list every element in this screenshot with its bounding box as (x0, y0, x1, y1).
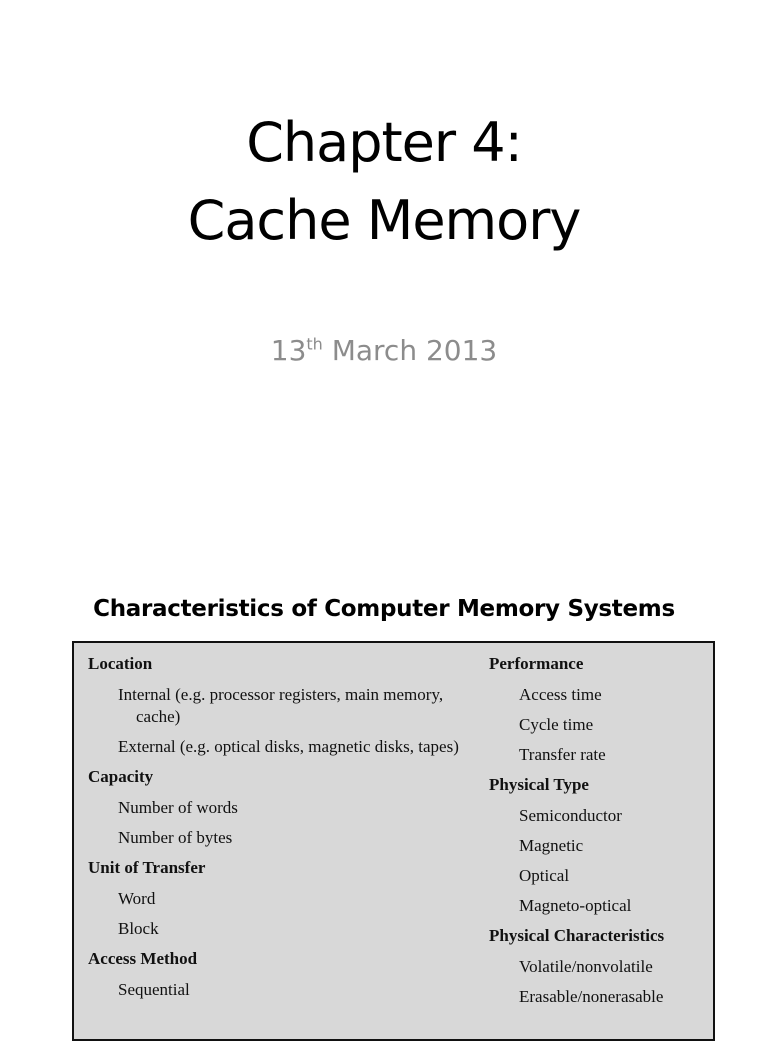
section-item: Number of bytes (118, 828, 233, 847)
section-item: Internal (e.g. processor registers, main memory, cache) (118, 685, 444, 726)
table-title: Characteristics of Computer Memory Systems (93, 596, 675, 622)
section-heading: Unit of Transfer (88, 858, 206, 877)
section-heading: Physical Characteristics (489, 926, 665, 945)
section-heading: Access Method (88, 949, 198, 968)
date-rest: March 2013 (322, 334, 498, 367)
section-item: Transfer rate (519, 745, 606, 764)
date-day: 13 (270, 334, 307, 367)
section-item: Cycle time (519, 715, 594, 734)
left-column (88, 653, 468, 1009)
section-item: Magneto-optical (519, 896, 632, 915)
section-item: Magnetic (519, 836, 584, 855)
section-item: Optical (519, 866, 570, 885)
section-item: External (e.g. optical disks, magnetic disks, tapes) (118, 737, 459, 756)
section-heading: Capacity (88, 767, 154, 786)
slide-date (0, 334, 768, 367)
section-item: Number of words (118, 798, 238, 817)
section-item: Access time (519, 685, 602, 704)
section-item: Erasable/nonerasable (519, 987, 664, 1006)
section-heading: Performance (489, 654, 584, 673)
right-column (489, 653, 709, 1016)
title-line-2: Cache Memory (187, 189, 581, 252)
section-item: Word (118, 889, 156, 908)
section-item: Block (118, 919, 159, 938)
section-item: Volatile/nonvolatile (519, 957, 653, 976)
title-line-1: Chapter 4: (246, 111, 522, 174)
section-item: Semiconductor (519, 806, 622, 825)
slide-title (0, 104, 768, 260)
date-suffix: th (306, 334, 323, 354)
section-item: Sequential (118, 980, 190, 999)
characteristics-table (72, 641, 715, 1041)
section-heading: Physical Type (489, 775, 589, 794)
section-heading: Location (88, 654, 153, 673)
